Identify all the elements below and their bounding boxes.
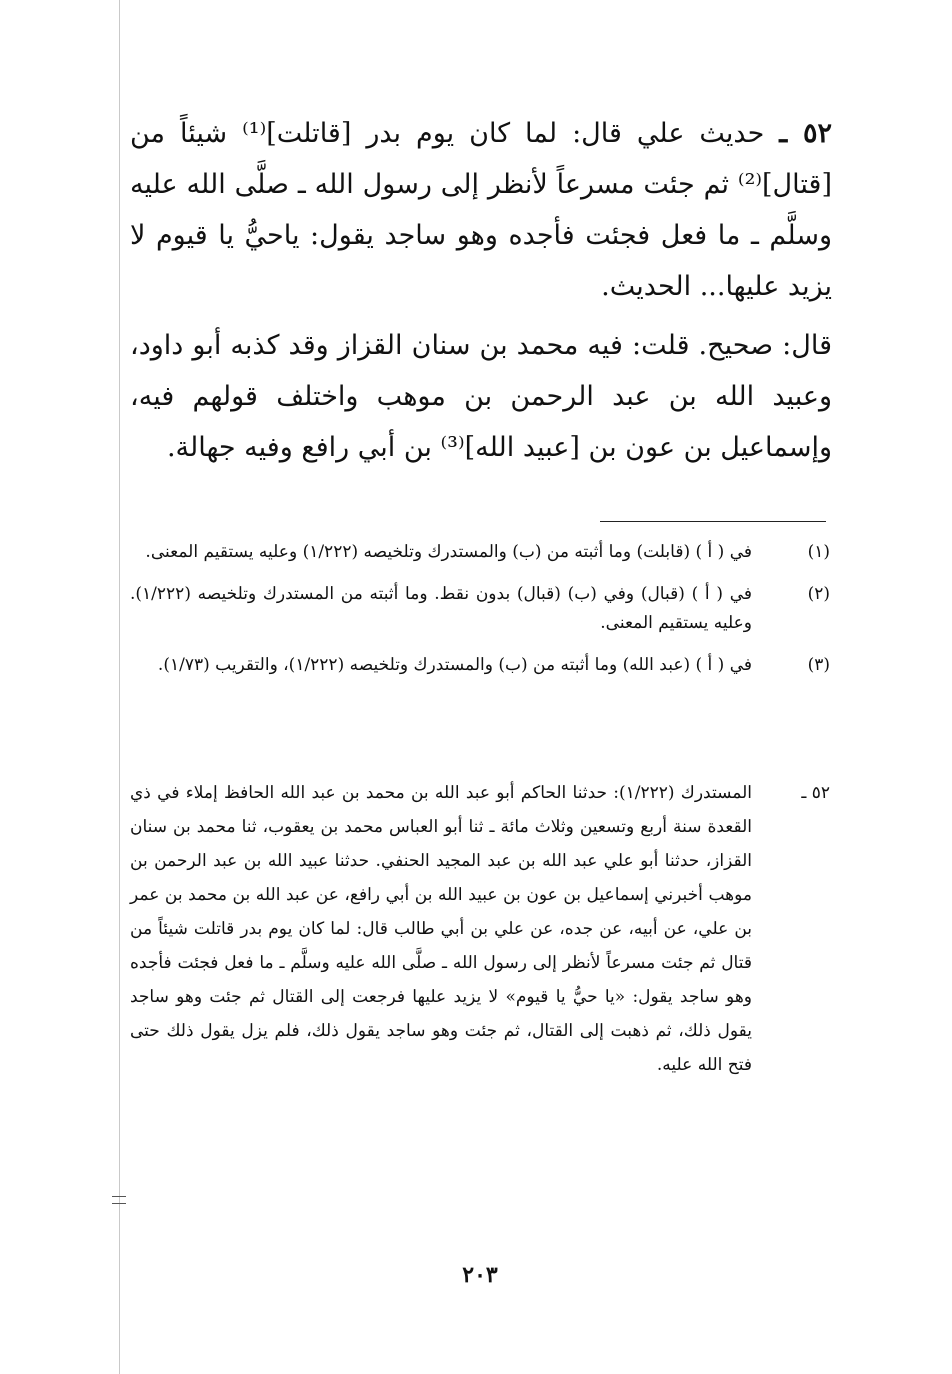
footnote-number: (١) — [807, 542, 830, 562]
page-number: ٢٠٣ — [462, 1262, 498, 1288]
footnotes — [130, 538, 830, 693]
footnote-text: في ( أ ) (قابلت) وما أثبته من (ب) والمستدرك وتلخيصه (١/٢٢٢) وعليه يستقيم المعنى. — [145, 542, 752, 562]
isnad-number: ٥٢ ـ — [801, 783, 830, 803]
footnote — [130, 651, 830, 680]
hadith-paragraph — [130, 108, 832, 312]
footnote-number: (٢) — [807, 584, 830, 604]
footnote-separator — [600, 521, 826, 522]
isnad-text: المستدرك (١/٢٢٢): حدثنا الحاكم أبو عبد الله بن محمد بن عبد الله الحافظ إملاء في ذي القعدة سنة أربع وتسعين وثلاث مائة ـ ثنا أبو العباس محمد بن يعقوب، ثنا محمد بن سنان القزاز، حدثنا أبو علي عبد الله بن عبد المجيد الحنفي. حدثنا عبيد الله بن عبد الرحمن بن موهب أخبرني إسماعيل بن عون بن عبيد الله بن أبي رافع، عن عبد الله بن محمد بن عمر بن علي، عن أبيه، عن جده، عن علي بن أبي طالب قال: لما كان يوم بدر قاتلت شيئاً من قتال ثم جئت مسرعاً لأنظر إلى رسول الله ـ صلَّى الله عليه وسلَّم ـ ما فعل فجئت فأجده وهو ساجد يقول: «يا حيُّ يا قيوم» لا يزيد عليها فرجعت إلى القتال ثم جئت وهو ساجد يقول ذلك، ثم ذهبت إلى القتال، ثم جئت وهو ساجد يقول ذلك، فلم يزل يقول ذلك حتى فتح الله عليه. — [130, 783, 752, 1075]
main-text — [130, 108, 832, 473]
footnote — [130, 538, 830, 567]
footnote-number: (٣) — [807, 655, 830, 675]
hadith-number: ٥٢ ـ — [779, 118, 832, 149]
page-margin-line — [119, 0, 120, 1374]
footnote-text: في ( أ ) (عبد الله) وما أثبته من (ب) والمستدرك وتلخيصه (١/٢٢٢)، والتقريب (١/٧٣). — [157, 655, 752, 675]
footnote-text: في ( أ ) (قبال) وفي (ب) (قبال) بدون نقط. وما أثبته من المستدرك وتلخيصه (١/٢٢٢). وعليه يستقيم المعنى. — [130, 584, 752, 633]
footnote — [130, 580, 830, 638]
opinion-paragraph: قال: صحيح. قلت: فيه محمد بن سنان القزاز وقد كذبه أبو داود، وعبيد الله بن عبد الرحمن بن موهب واختلف قولهم فيه، وإسماعيل بن عون بن [عبيد الله]⁽³⁾ بن أبي رافع وفيه جهالة. — [130, 330, 832, 463]
hadith-text: حديث علي قال: لما كان يوم بدر [قاتلت]⁽¹⁾ شيئاً من [قتال]⁽²⁾ ثم جئت مسرعاً لأنظر إلى رسول الله ـ صلَّى الله عليه وسلَّم ـ ما فعل فجئت فأجده وهو ساجد يقول: ياحيُّ يا قيوم لا يزيد عليها... الحديث. — [130, 118, 832, 302]
isnad-section — [130, 776, 830, 1082]
margin-mark — [112, 1196, 126, 1204]
